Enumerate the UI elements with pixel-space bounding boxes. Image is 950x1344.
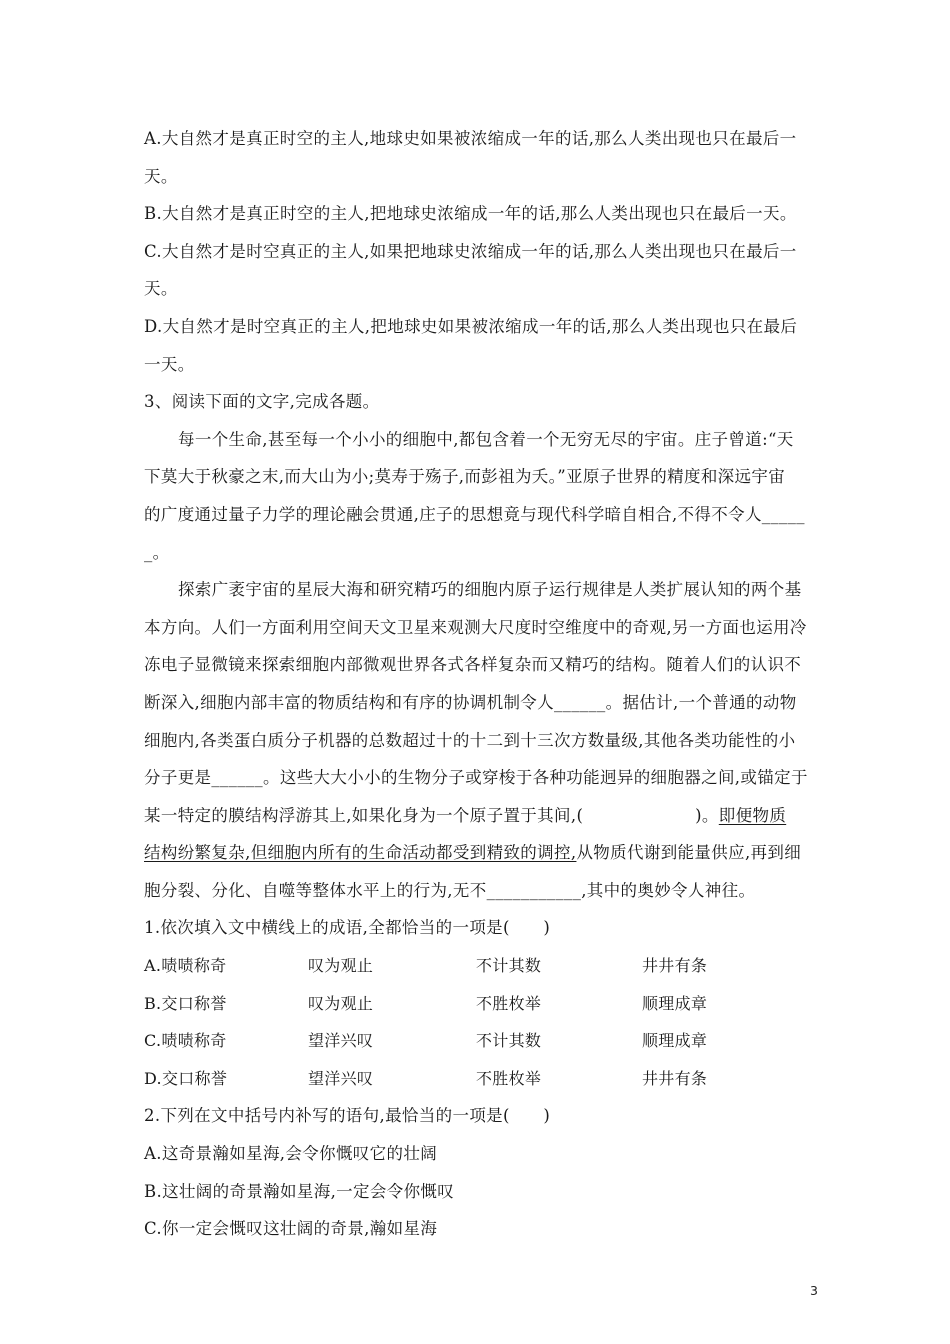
subquestion-1-option-c: [144, 1022, 809, 1060]
option-cell: C.啧啧称奇: [144, 1031, 227, 1051]
passage-p2-line3: 冻电子显微镜来探索细胞内部微观世界各式各样复杂而又精巧的结构。随着人们的认识不: [144, 655, 802, 675]
passage-p2-line1: 探索广袤宇宙的星辰大海和研究精巧的细胞内原子运行规律是人类扩展认知的两个基: [178, 580, 802, 600]
passage-p1-line2: 下莫大于秋豪之末,而大山为小;莫寿于殇子,而彭祖为夭。”亚原子世界的精度和深远宇宙: [144, 467, 786, 487]
option-cell: 顺理成章: [642, 1031, 708, 1051]
passage-p1-line1: 每一个生命,甚至每一个小小的细胞中,都包含着一个无穷无尽的宇宙。庄子曾道:“天: [178, 429, 794, 449]
option-a-line2: 天。: [144, 166, 178, 186]
option-cell: 不胜枚举: [476, 1068, 542, 1088]
option-b-line1: B.大自然才是真正时空的主人,把地球史浓缩成一年的话,那么人类出现也只在最后一天。: [144, 204, 797, 224]
option-cell: 井井有条: [642, 956, 708, 976]
blank-parenthesis: [583, 806, 695, 825]
passage-p1-line4: _。: [144, 542, 170, 562]
passage-p2-line9: 胞分裂、分化、自噬等整体水平上的行为,无不___________,其中的奥妙令人神往。: [144, 880, 756, 900]
option-d-line1: D.大自然才是时空真正的主人,把地球史如果被浓缩成一年的话,那么人类出现也只在最后: [144, 316, 798, 336]
option-d-line2: 一天。: [144, 354, 195, 374]
option-c-line1: C.大自然才是时空真正的主人,如果把地球史浓缩成一年的话,那么人类出现也只在最后一: [144, 241, 797, 261]
option-cell: 不计其数: [476, 1031, 542, 1051]
passage-p2-line4: 断深入,细胞内部丰富的物质结构和有序的协调机制令人______。据估计,一个普通的动物: [144, 692, 797, 712]
option-cell: 顺理成章: [642, 993, 708, 1013]
passage-p2-line7-close: )。: [695, 805, 719, 825]
option-cell: 望洋兴叹: [308, 1068, 374, 1088]
passage-p2-line8-rest: 从物质代谢到能量供应,再到细: [576, 843, 802, 863]
option-cell: 叹为观止: [308, 956, 374, 976]
option-cell: 望洋兴叹: [308, 1031, 374, 1051]
underlined-sentence-part2: 结构纷繁复杂,但细胞内所有的生命活动都受到精致的调控,: [144, 843, 577, 863]
subquestion-2-option-b: B.这壮阔的奇景瀚如星海,一定会令你慨叹: [144, 1181, 455, 1201]
passage-p2-line7: [144, 797, 809, 835]
subquestion-1-option-a: [144, 947, 809, 985]
option-cell: 不计其数: [476, 956, 542, 976]
option-c-line2: 天。: [144, 279, 178, 299]
passage-p2-line7-start: 某一特定的膜结构浮游其上,如果化身为一个原子置于其间,(: [144, 805, 584, 825]
subquestion-2-stem: 2.下列在文中括号内补写的语句,最恰当的一项是( ): [144, 1106, 551, 1126]
option-cell: 不胜枚举: [476, 993, 542, 1013]
page-content: [144, 120, 809, 1248]
passage-p2-line6: 分子更是______。这些大大小小的生物分子或穿梭于各种功能迥异的细胞器之间,或锚定于: [144, 768, 808, 788]
passage-p2-line5: 细胞内,各类蛋白质分子机器的总数超过十的十二到十三次方数量级,其他各类功能性的小: [144, 730, 796, 750]
question-3-heading: 3、阅读下面的文字,完成各题。: [144, 392, 380, 412]
underlined-sentence-part1: 即便物质: [718, 805, 787, 825]
option-a-line1: A.大自然才是真正时空的主人,地球史如果被浓缩成一年的话,那么人类出现也只在最后一: [144, 129, 797, 148]
subquestion-1-stem: 1.依次填入文中横线上的成语,全都恰当的一项是( ): [144, 918, 551, 938]
subquestion-1-option-b: [144, 985, 809, 1023]
subquestion-2-option-a: A.这奇景瀚如星海,会令你慨叹它的壮阔: [144, 1144, 438, 1164]
option-cell: B.交口称誉: [144, 993, 227, 1013]
passage-p1-line3: 的广度通过量子力学的理论融会贯通,庄子的思想竟与现代科学暗自相合,不得不令人_____: [144, 504, 805, 524]
passage-p2-line8: [144, 834, 809, 872]
page-number: 3: [810, 1283, 818, 1298]
option-cell: D.交口称誉: [144, 1068, 228, 1088]
option-cell: 井井有条: [642, 1068, 708, 1088]
subquestion-2-option-c: C.你一定会慨叹这壮阔的奇景,瀚如星海: [144, 1219, 438, 1239]
subquestion-1-option-d: [144, 1060, 809, 1098]
passage-p2-line2: 本方向。人们一方面利用空间天文卫星来观测大尺度时空维度中的奇观,另一方面也运用冷: [144, 617, 807, 637]
option-cell: 叹为观止: [308, 993, 374, 1013]
option-cell: A.啧啧称奇: [144, 956, 227, 976]
